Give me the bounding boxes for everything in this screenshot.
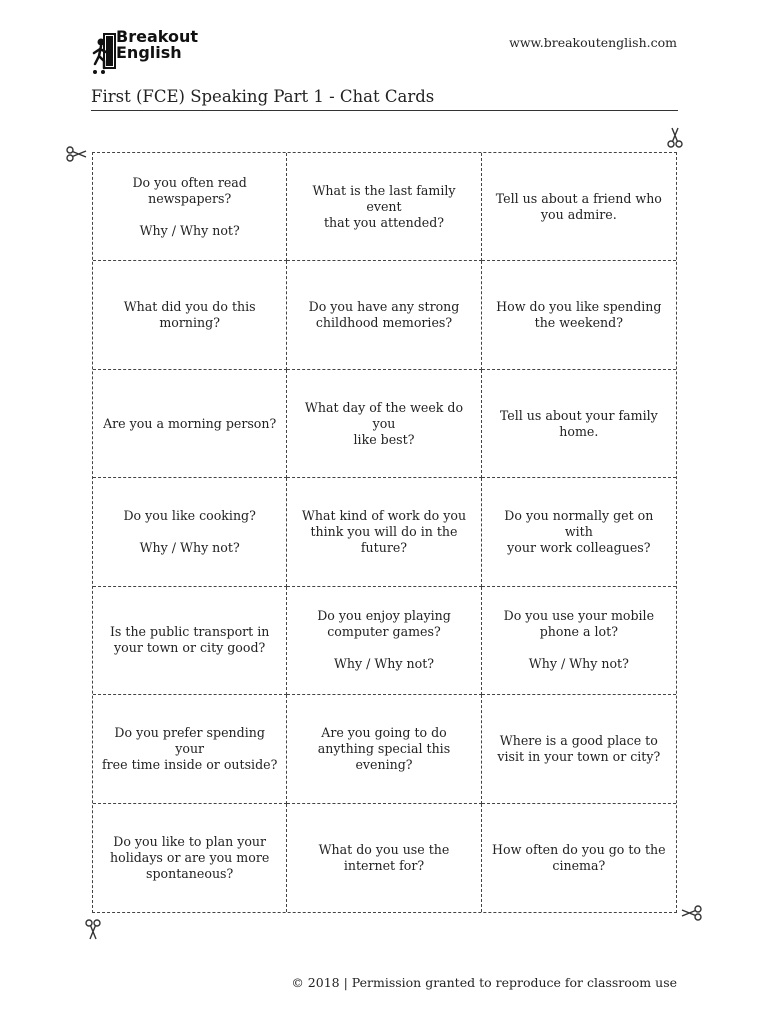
card-text: Do you often read newspapers? Why / Why not? [132,174,247,238]
chat-card [93,695,287,803]
card-text: Do you enjoy playing computer games? Why / Why not? [317,608,451,672]
chat-card [93,370,287,478]
chat-card [482,695,676,803]
card-text: Do you like cooking? Why / Why not? [123,507,256,555]
card-text: How often do you go to the cinema? [492,841,666,873]
card-text: Are you going to do anything special this evening? [317,724,451,772]
card-text: What did you do this morning? [123,299,256,331]
chat-card [93,804,287,912]
card-text: Do you normally get on with your work colleagues? [504,507,654,555]
chat-card [93,478,287,586]
running-man-exit-icon [92,28,118,76]
card-text: Is the public transport in your town or city good? [109,624,270,656]
card-text: What day of the week do you like best? [304,399,464,447]
card-text: Are you a morning person? [103,415,277,431]
chat-card [482,153,676,261]
chat-card [93,153,287,261]
chat-card [93,261,287,369]
card-text: Do you use your mobile phone a lot? Why / Why not? [503,608,655,672]
card-text: What kind of work do you think you will do in the future? [301,507,467,555]
copyright-footer: © 2018 | Permission granted to reproduce for classroom use [291,975,677,990]
card-text: How do you like spending the weekend? [496,299,662,331]
card-text: Tell us about a friend who you admire. [495,190,662,222]
logo-line-1: Breakout [116,27,198,46]
title-divider [91,110,678,111]
chat-card [93,587,287,695]
scissors-icon [66,143,88,165]
brand-logo [92,28,212,80]
card-text: Tell us about your family home. [499,407,658,439]
chat-card [287,587,481,695]
scissors-icon [82,919,104,941]
card-text: What is the last family event that you attended? [312,182,456,230]
chat-card [287,695,481,803]
chat-card [482,261,676,369]
card-text: Do you have any strong childhood memories? [308,299,460,331]
chat-card [287,153,481,261]
chat-card [482,587,676,695]
scissors-icon [680,902,702,924]
chat-card [482,478,676,586]
website-url[interactable]: www.breakoutenglish.com [509,35,677,50]
scissors-icon [664,126,686,148]
chat-card [482,370,676,478]
chat-card [287,261,481,369]
chat-card [287,804,481,912]
chat-card [482,804,676,912]
logo-line-2: English [116,43,182,62]
chat-card [287,370,481,478]
chat-card [287,478,481,586]
card-text: What do you use the internet for? [318,841,450,873]
page-title: First (FCE) Speaking Part 1 - Chat Cards [91,87,435,106]
card-text: Do you like to plan your holidays or are you more spontaneous? [110,833,270,881]
card-text: Where is a good place to visit in your town or city? [497,732,661,764]
chat-cards-grid [92,152,677,913]
card-text: Do you prefer spending your free time inside or outside? [102,724,278,772]
